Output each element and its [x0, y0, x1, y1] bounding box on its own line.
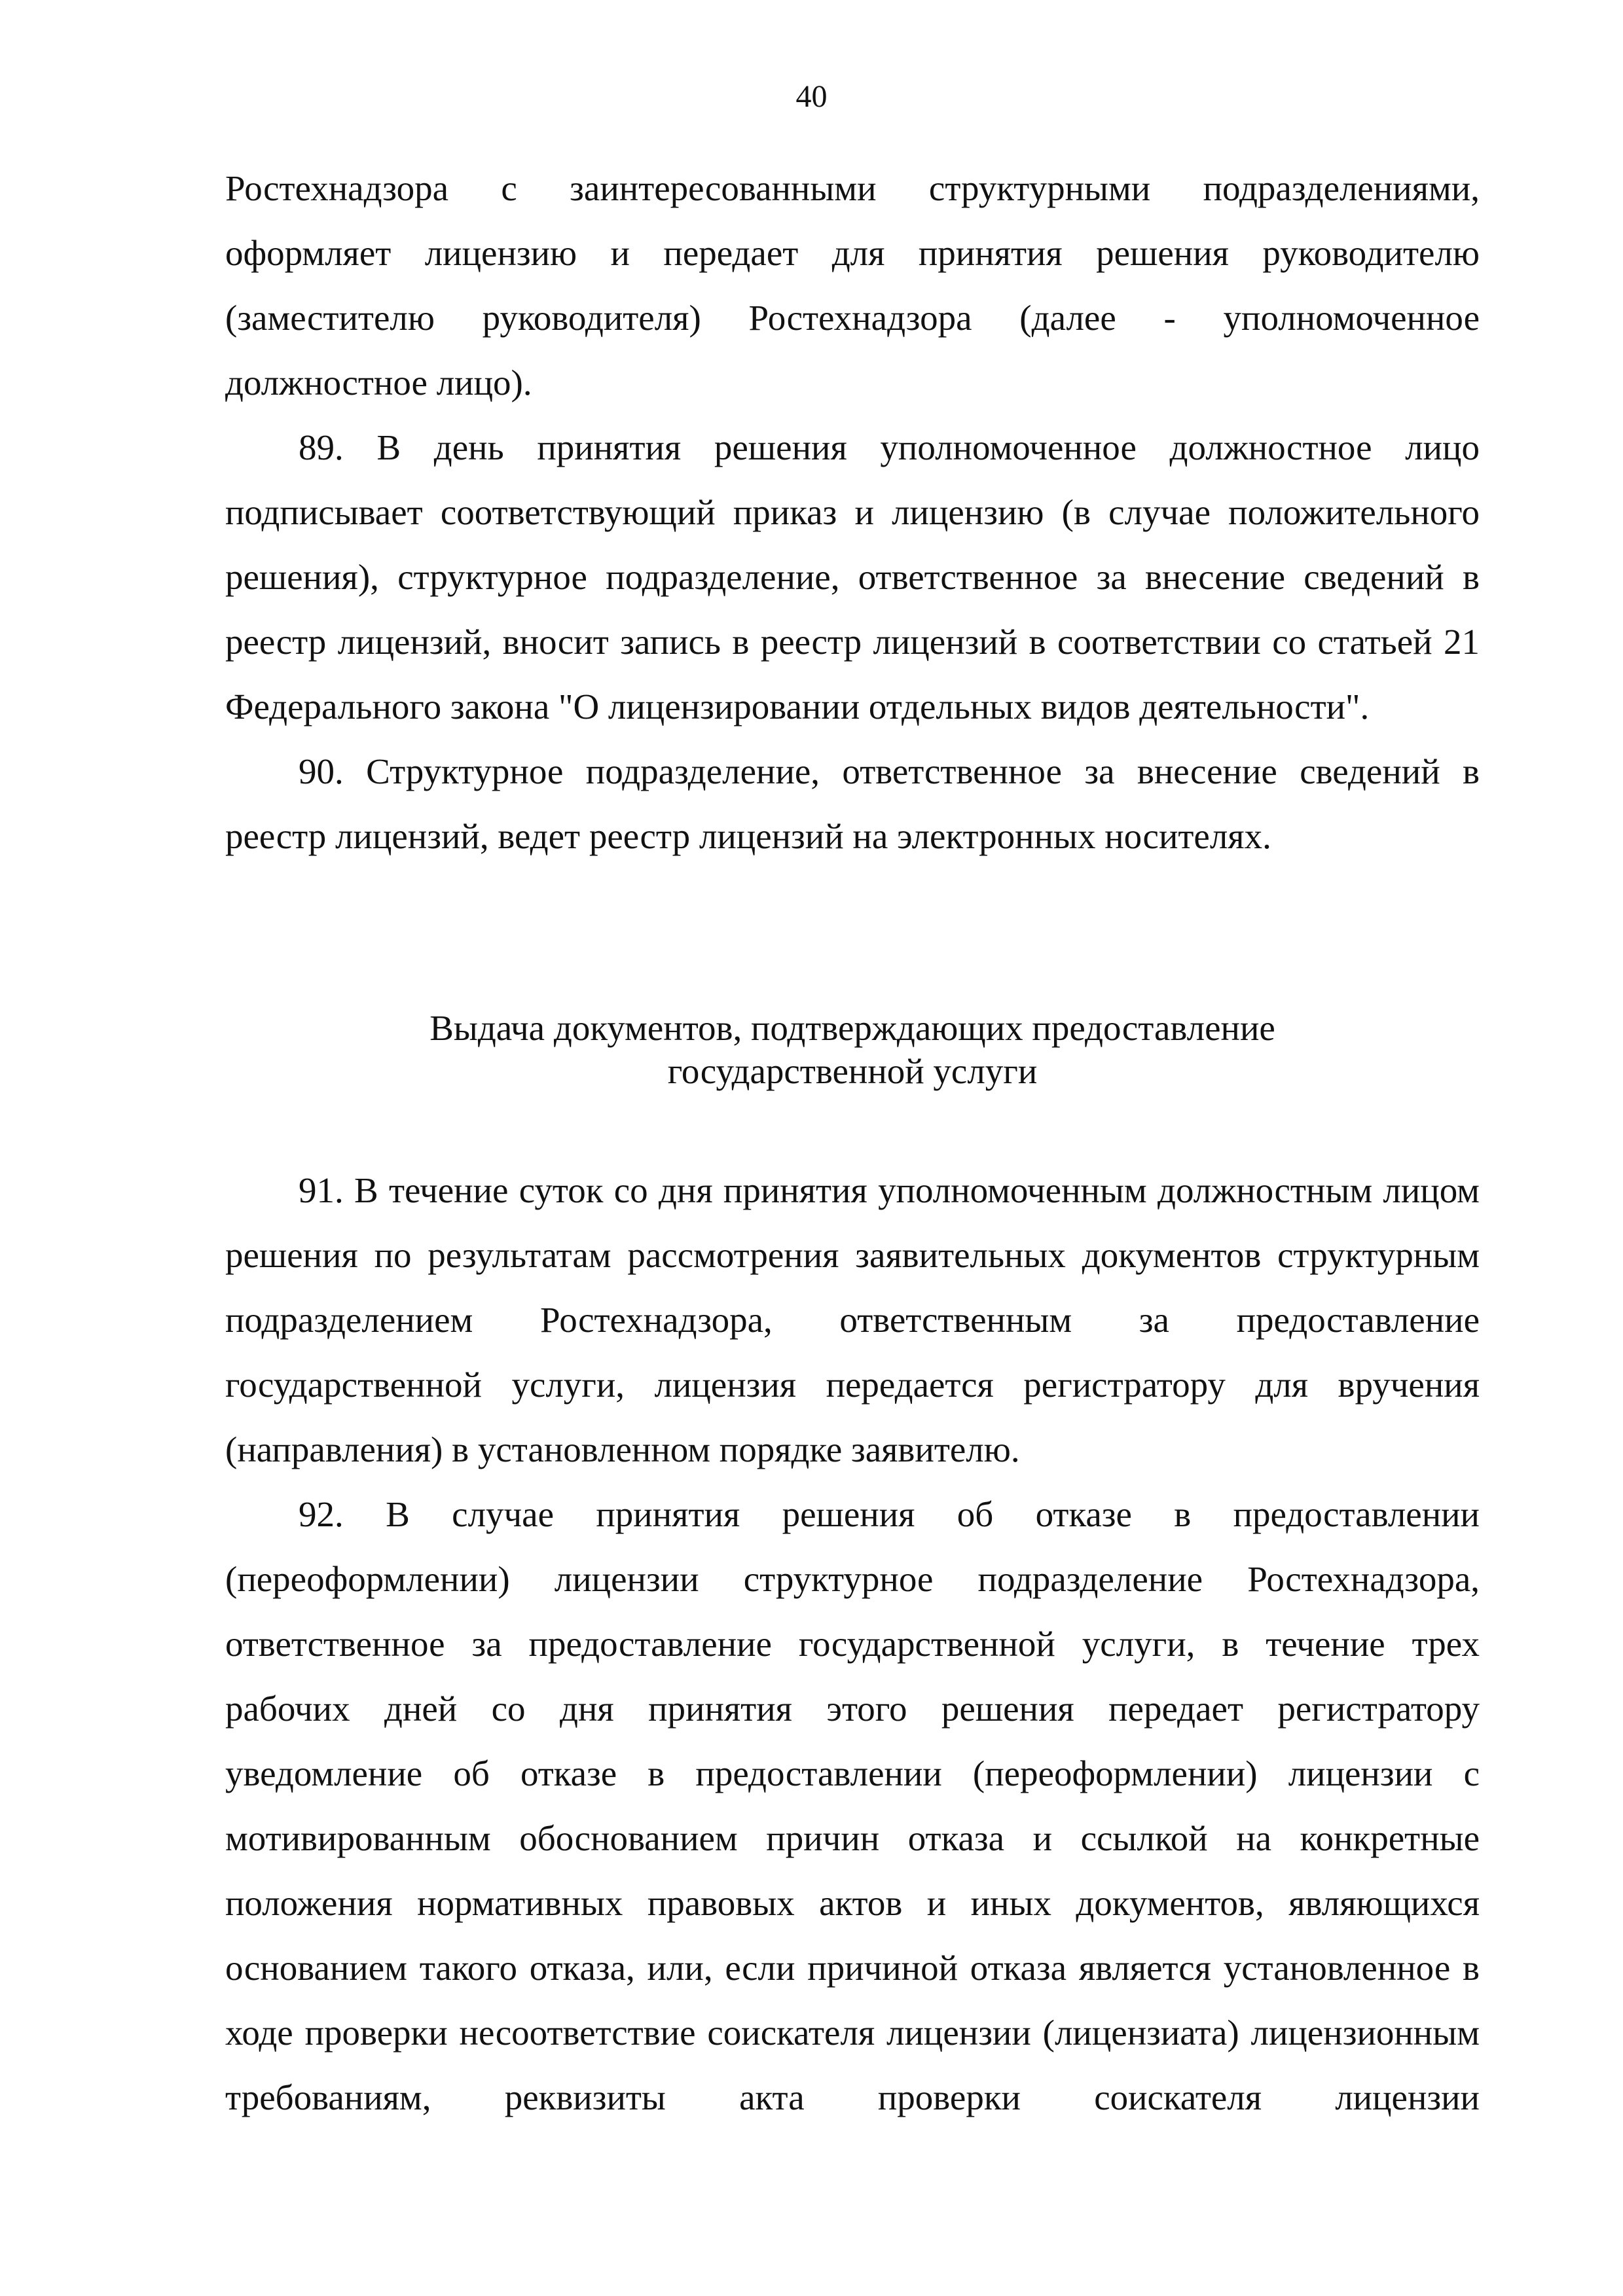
- paragraph-91: 91. В течение суток со дня принятия уполномоченным должностным лицом решения по результатам рассмотрения заявительных документов структурным подразделением Ростехнадзора, ответственным за предоставление государственной услуги, лицензия передается регистратору для вручения (направления) в установленном порядке заявителю.: [225, 1170, 1480, 1469]
- paragraph-90: 90. Структурное подразделение, ответственное за внесение сведений в реестр лицензий, ведет реестр лицензий на электронных носителях.: [225, 751, 1480, 856]
- paragraph-continuation: Ростехнадзора с заинтересованными структурными подразделениями, оформляет лицензию и передает для принятия решения руководителю (заместителю руководителя) Ростехнадзора (далее - уполномоченное должностное лицо).: [225, 168, 1480, 403]
- page-number: 40: [795, 79, 828, 114]
- section-heading: [225, 1007, 1480, 1093]
- section-heading-line-2: государственной услуги: [667, 1051, 1038, 1091]
- paragraph-92: 92. В случае принятия решения об отказе в предоставлении (переоформлении) лицензии структурное подразделение Ростехнадзора, ответственное за предоставление государственной услуги, в течение трех рабочих дней со дня принятия этого решения передает регистратору уведомление об отказе в предоставлении (переоформлении) лицензии с мотивированным обоснованием причин отказа и ссылкой на конкретные положения нормативных правовых актов и иных документов, являющихся основанием такого отказа, или, если причиной отказа является установленное в ходе проверки несоответствие соискателя лицензии (лицензиата) лицензионным требованиям, реквизиты акта проверки соискателя лицензии: [225, 1494, 1480, 2117]
- text-block-upper: [225, 156, 1480, 869]
- text-block-lower: [225, 1158, 1480, 2130]
- section-heading-line-1: Выдача документов, подтверждающих предоставление: [429, 1008, 1275, 1048]
- paragraph-89: 89. В день принятия решения уполномоченное должностное лицо подписывает соответствующий приказ и лицензию (в случае положительного решения), структурное подразделение, ответственное за внесение сведений в реестр лицензий, вносит запись в реестр лицензий в соответствии со статьей 21 Федерального закона "О лицензировании отдельных видов деятельности".: [225, 427, 1480, 726]
